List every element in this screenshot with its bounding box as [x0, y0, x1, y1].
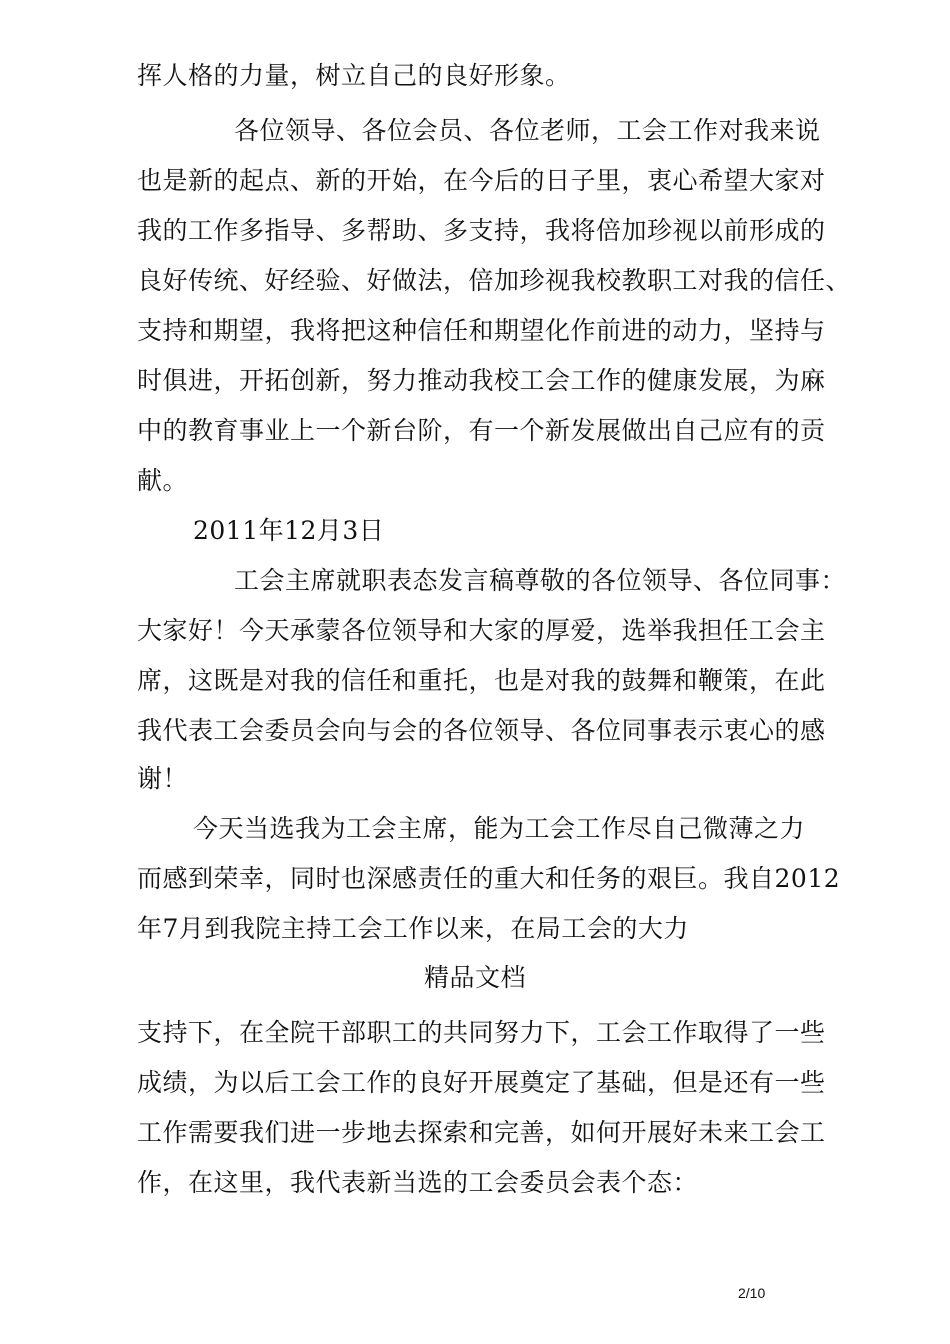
text-line: 成绩，为以后工会工作的良好开展奠定了基础，但是还有一些	[137, 1068, 826, 1097]
text-line: 献。	[137, 466, 189, 495]
text-line: 也是新的起点、新的开始，在今后的日子里，衷心希望大家对	[137, 166, 826, 195]
text-line: 我代表工会委员会向与会的各位领导、各位同事表示衷心的感	[137, 716, 826, 745]
text-line: 谢！	[137, 764, 189, 793]
watermark-caption: 精品文档	[423, 963, 526, 992]
text-line: 支持和期望，我将把这种信任和期望化作前进的动力，坚持与	[137, 316, 826, 345]
page-number: 2/10	[738, 1285, 766, 1301]
text-line: 而感到荣幸，同时也深感责任的重大和任务的艰巨。我自2012	[137, 864, 841, 893]
text-line: 席，这既是对我的信任和重托，也是对我的鼓舞和鞭策，在此	[137, 666, 826, 695]
text-line: 支持下，在全院干部职工的共同努力下，工会工作取得了一些	[137, 1018, 826, 1047]
text-line: 工作需要我们进一步地去探索和完善，如何开展好未来工会工	[137, 1118, 826, 1147]
text-line: 年7月到我院主持工会工作以来，在局工会的大力	[137, 914, 689, 943]
text-line: 良好传统、好经验、好做法，倍加珍视我校教职工对我的信任、	[137, 266, 852, 295]
text-line: 作，在这里，我代表新当选的工会委员会表个态：	[137, 1168, 699, 1197]
text-line: 我的工作多指导、多帮助、多支持，我将倍加珍视以前形成的	[137, 216, 826, 245]
text-line: 大家好！今天承蒙各位领导和大家的厚爱，选举我担任工会主	[137, 616, 826, 645]
text-line: 各位领导、各位会员、各位老师，工会工作对我来说	[234, 116, 821, 145]
text-line: 中的教育事业上一个新台阶，有一个新发展做出自己应有的贡	[137, 416, 826, 445]
text-line: 今天当选我为工会主席，能为工会工作尽自己微薄之力	[193, 814, 806, 843]
text-line: 挥人格的力量，树立自己的良好形象。	[137, 61, 571, 90]
text-line: 工会主席就职表态发言稿尊敬的各位领导、各位同事：	[234, 566, 847, 595]
date-line: 2011年12月3日	[193, 516, 385, 545]
text-line: 时俱进，开拓创新，努力推动我校工会工作的健康发展，为麻	[137, 366, 826, 395]
